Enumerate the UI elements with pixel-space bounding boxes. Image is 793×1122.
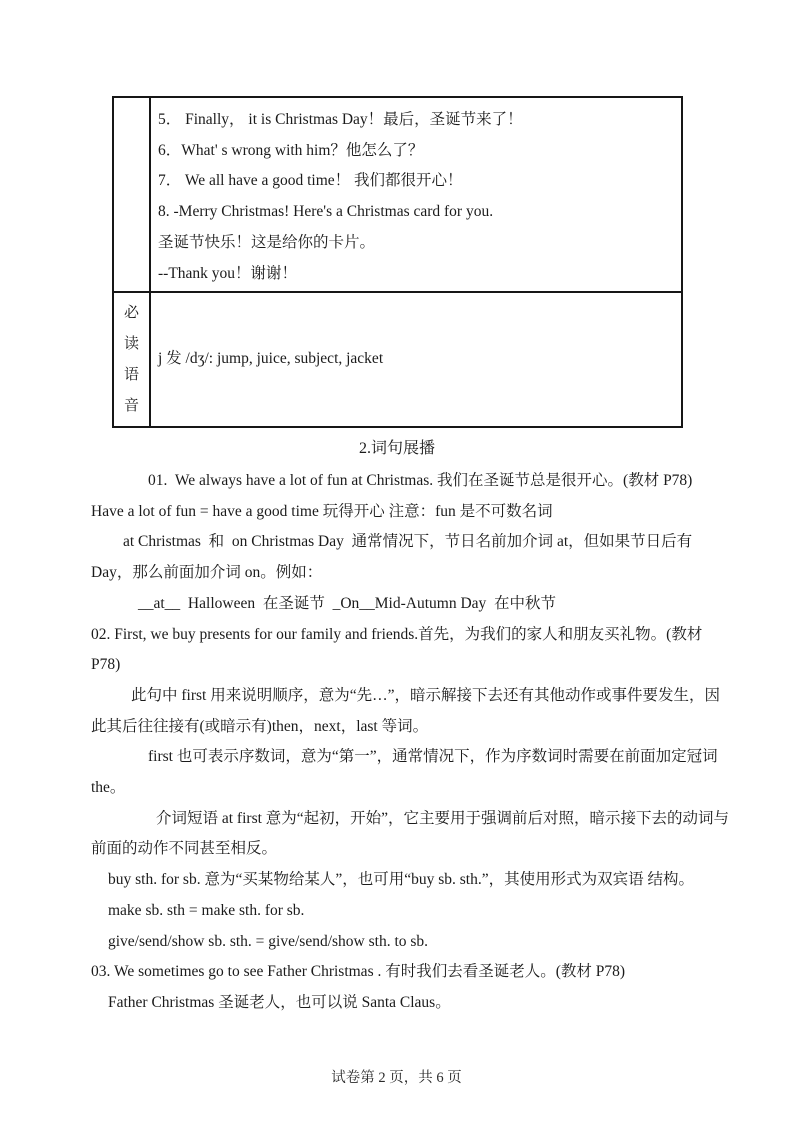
paragraph-line: Have a lot of fun = have a good time 玩得开心 注意：fun 是不可数名词 (91, 502, 553, 520)
phonics-content-cell (151, 293, 681, 426)
paragraph-line: at Christmas 和 on Christmas Day 通常情况下，节日名前加介词 at，但如果节日后有 (123, 533, 693, 551)
sentence-line: 6．What' s wrong with him？他怎么了？ (158, 141, 424, 159)
paragraph-line: 03. We sometimes go to see Father Christmas . 有时我们去看圣诞老人。(教材 P78) (91, 963, 626, 981)
sentences-row (114, 98, 681, 293)
sentence-line: 8. -Merry Christmas! Here's a Christmas card for you. (158, 203, 494, 221)
paragraph-line: the。 (91, 779, 126, 797)
paragraph-line: give/send/show sb. sth. = give/send/show sth. to sb. (108, 932, 429, 950)
paragraph-line: Day，那么前面加介词 on。例如： (91, 564, 323, 582)
phonics-label-cell (114, 293, 151, 426)
phonics-label: 必读语音 (123, 304, 139, 414)
sentences-row-label-cell (114, 98, 151, 291)
sentences-cell (151, 98, 681, 291)
sentence-line: 7． We all have a good time！ 我们都很开心！ (158, 172, 463, 190)
paragraph-line: P78) (91, 656, 121, 674)
page-footer: 试卷第 2 页，共 6 页 (331, 1070, 462, 1086)
section-body (91, 466, 730, 1019)
paragraph-line: 01. We always have a lot of fun at Christmas. 我们在圣诞节总是很开心。(教材 P78) (148, 472, 693, 489)
paragraph-line: buy sth. for sb. 意为“买某物给某人”，也可用“buy sb. sth.”，其使用形式为双宾语 结构。 (108, 871, 694, 889)
paragraph-line: 介词短语 at first 意为“起初，开始”，它主要用于强调前后对照，暗示接下去的动词与 (156, 809, 730, 827)
paragraph-line: make sb. sth = make sth. for sb. (108, 901, 305, 919)
sentence-line: 5． Finally， it is Christmas Day！最后，圣诞节来了！ (158, 111, 523, 128)
paragraph-line: first 也可表示序数词，意为“第一”，通常情况下，作为序数词时需要在前面加定冠词 (148, 748, 718, 766)
paragraph-line: 02. First, we buy presents for our family and friends.首先，为我们的家人和朋友买礼物。(教材 (91, 625, 703, 643)
section-heading: 2.词句展播 (358, 440, 435, 457)
sentence-line: 圣诞节快乐！这是给你的卡片。 (158, 233, 376, 251)
paragraph-line: 前面的动作不同甚至相反。 (91, 840, 278, 858)
paragraph-line: 此其后往往接有(或暗示有)then，next，last 等词。 (91, 717, 429, 735)
phonics-row (114, 293, 681, 426)
paragraph-line: Father Christmas 圣诞老人，也可以说 Santa Claus。 (108, 993, 451, 1011)
paragraph-line: 此句中 first 用来说明顺序，意为“先…”，暗示解接下去还有其他动作或事件要发生，因 (131, 686, 720, 704)
paragraph-line: __at__ Halloween 在圣诞节 _On__Mid-Autumn Day 在中秋节 (138, 594, 557, 612)
sentence-line: --Thank you！谢谢！ (158, 264, 298, 282)
phonics-content: j 发 /dʒ/: jump, juice, subject, jacket (158, 350, 384, 368)
exercise-table (112, 96, 683, 428)
